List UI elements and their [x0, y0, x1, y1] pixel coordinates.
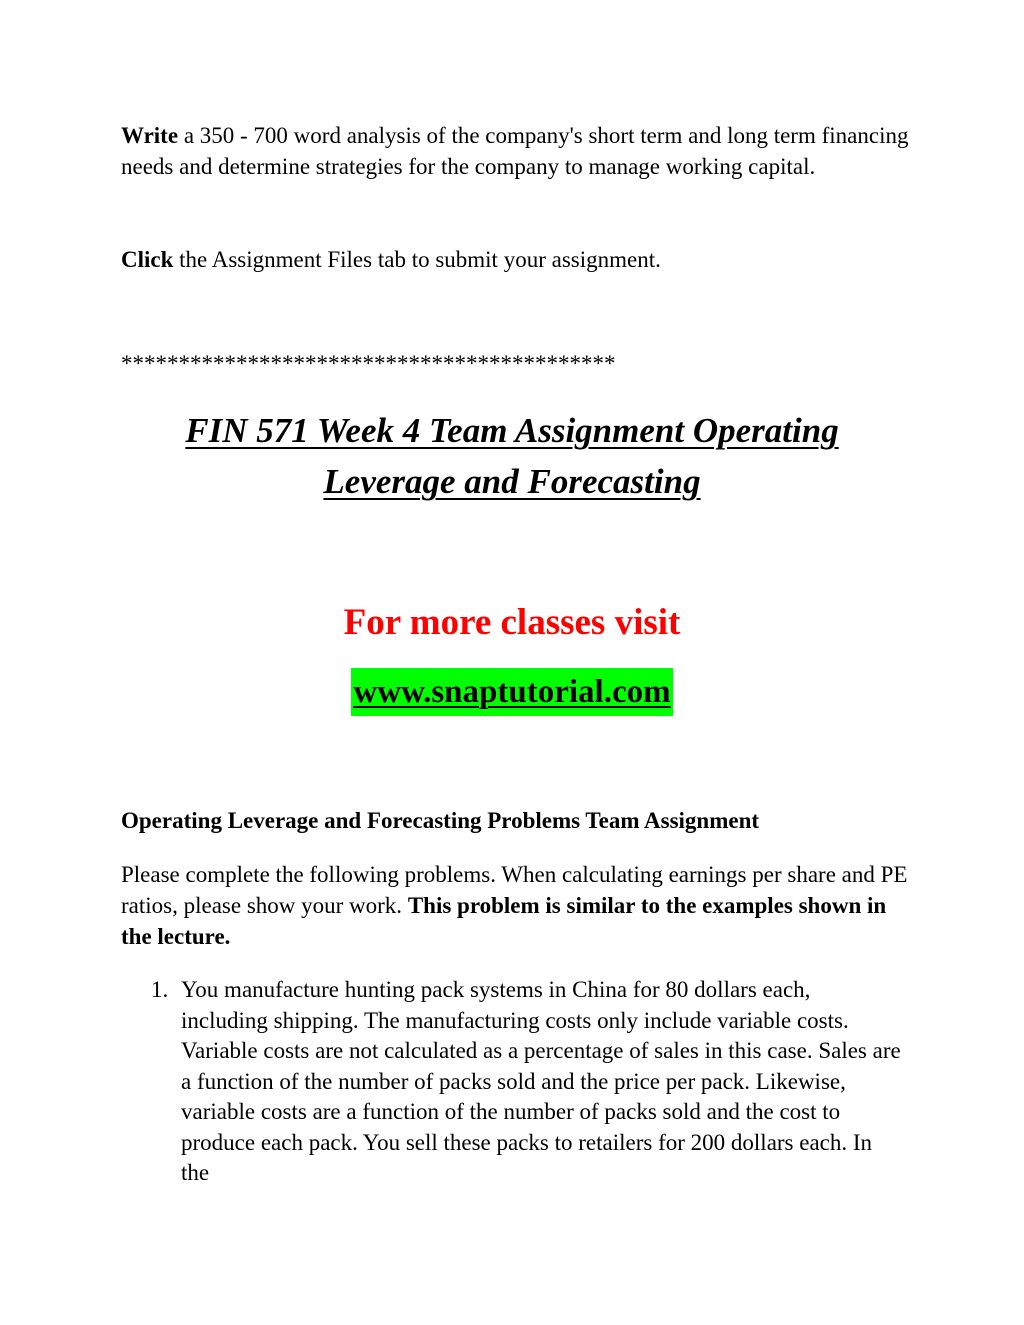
write-text: a 350 - 700 word analysis of the company's short term and long term financing needs and determine strategies for the company to manage working capital.	[121, 123, 909, 179]
page-title-line-1: FIN 571 Week 4 Team Assignment Operating	[185, 411, 839, 450]
click-text: the Assignment Files tab to submit your assignment.	[173, 247, 661, 272]
website-link[interactable]: www.snaptutorial.com	[351, 668, 672, 716]
list-item-text: You manufacture hunting pack systems in China for 80 dollars each, including shipping. The manufacturing costs only include variable costs. Variable costs are not calculated as a percentage of sales in this case. Sales are a function of the number of packs sold and the price per pack. Likewise, variable costs are a function of the number of packs sold and the cost to produce each pack. You sell these packs to retailers for 200 dollars each. In the	[181, 977, 901, 1185]
promo-text: For more classes visit	[343, 602, 681, 643]
write-instruction	[121, 120, 911, 182]
page-title-line-2: Leverage and Forecasting	[323, 462, 701, 501]
separator-line: *******************************************	[121, 351, 616, 376]
section-intro-text: Please complete the following problems. When calculating earnings per share and PE ratios, please show your work.	[121, 862, 908, 918]
click-instruction	[121, 244, 911, 275]
list-item-number: 1.	[151, 977, 169, 1002]
section-intro	[121, 859, 911, 952]
section-intro-bold: This problem is similar to the examples shown in the lecture.	[121, 893, 887, 949]
problem-list	[121, 975, 911, 1189]
list-item	[121, 975, 911, 1189]
write-label: Write	[121, 123, 179, 148]
click-label: Click	[121, 247, 174, 272]
section-heading: Operating Leverage and Forecasting Problems Team Assignment	[121, 808, 760, 833]
promo-link-container	[0, 668, 1024, 716]
